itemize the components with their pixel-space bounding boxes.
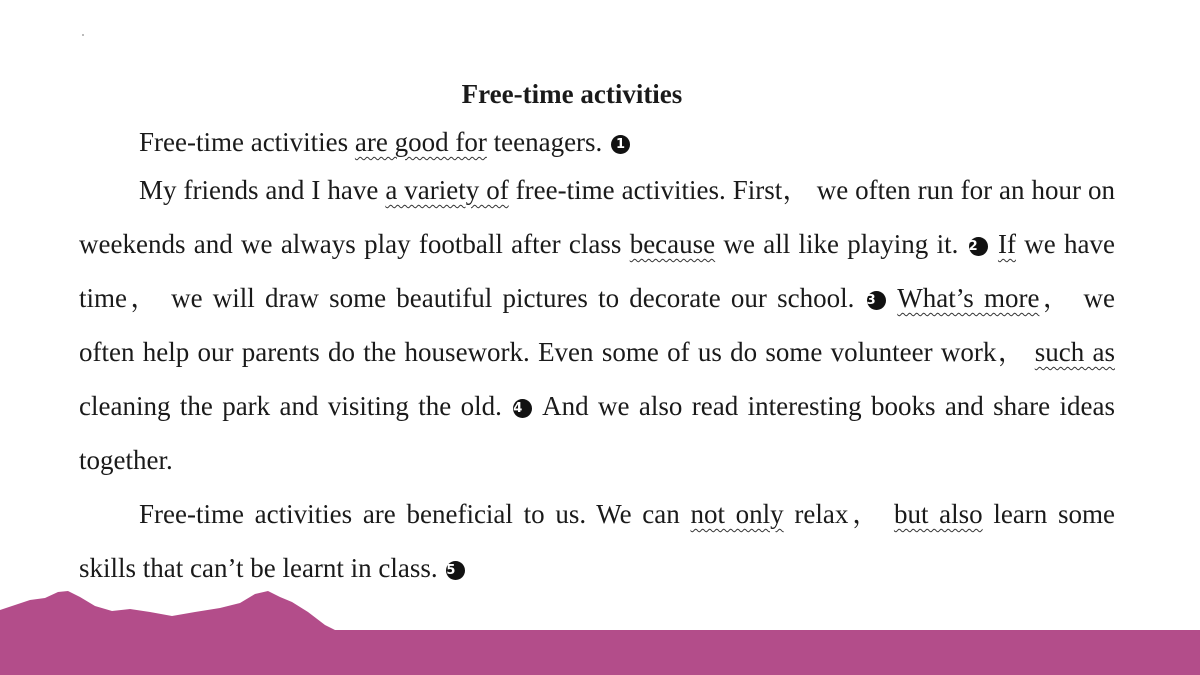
text-run: cleaning the park and visiting the old.	[79, 391, 512, 421]
paragraph-intro	[79, 124, 1115, 160]
number-marker-3: 3	[867, 291, 886, 310]
underlined-phrase: but also	[893, 499, 983, 529]
mountain-silhouette	[0, 591, 1200, 675]
underlined-phrase: a variety of	[385, 175, 509, 205]
paragraph-body	[79, 163, 1115, 487]
paragraph-conclusion	[79, 487, 1115, 595]
text-run: Free-time activities	[139, 127, 355, 157]
text-run: we have time， we will draw some beautiful pictures to decorate our school.	[79, 229, 1116, 313]
underlined-phrase: are good for	[354, 127, 487, 157]
underlined-phrase: not only	[690, 499, 784, 529]
text-run	[888, 283, 898, 313]
underlined-phrase: What’s more	[897, 283, 1040, 313]
underlined-phrase: such as	[1034, 337, 1115, 367]
text-run: teenagers.	[486, 127, 610, 157]
text-run: And we also read interesting books and share ideas together.	[79, 391, 1115, 475]
number-marker-5: 5	[446, 561, 465, 580]
number-marker-4: 4	[513, 399, 532, 418]
text-run: free-time activities. First， we often run for an hour on weekends and we always play football after class	[79, 175, 1115, 259]
text-run: relax，	[783, 499, 894, 529]
slide-corner-dot	[82, 34, 84, 36]
text-run: we all like playing it.	[715, 229, 967, 259]
underlined-phrase: because	[629, 229, 716, 259]
page-title: Free-time activities	[461, 79, 683, 109]
number-marker-2: 2	[969, 237, 988, 256]
underlined-phrase: If	[997, 229, 1016, 259]
mountain-footer-decoration	[0, 590, 1200, 675]
text-run: learn some skills that can’t be learnt in class.	[79, 499, 1115, 583]
text-run: My friends and I have	[139, 175, 386, 205]
text-run: ， we often help our parents do the housework. Even some of us do some volunteer work，	[79, 283, 1116, 367]
text-run	[990, 229, 998, 259]
number-marker-1: 1	[611, 135, 630, 154]
text-run: Free-time activities are beneficial to us. We can	[139, 499, 691, 529]
